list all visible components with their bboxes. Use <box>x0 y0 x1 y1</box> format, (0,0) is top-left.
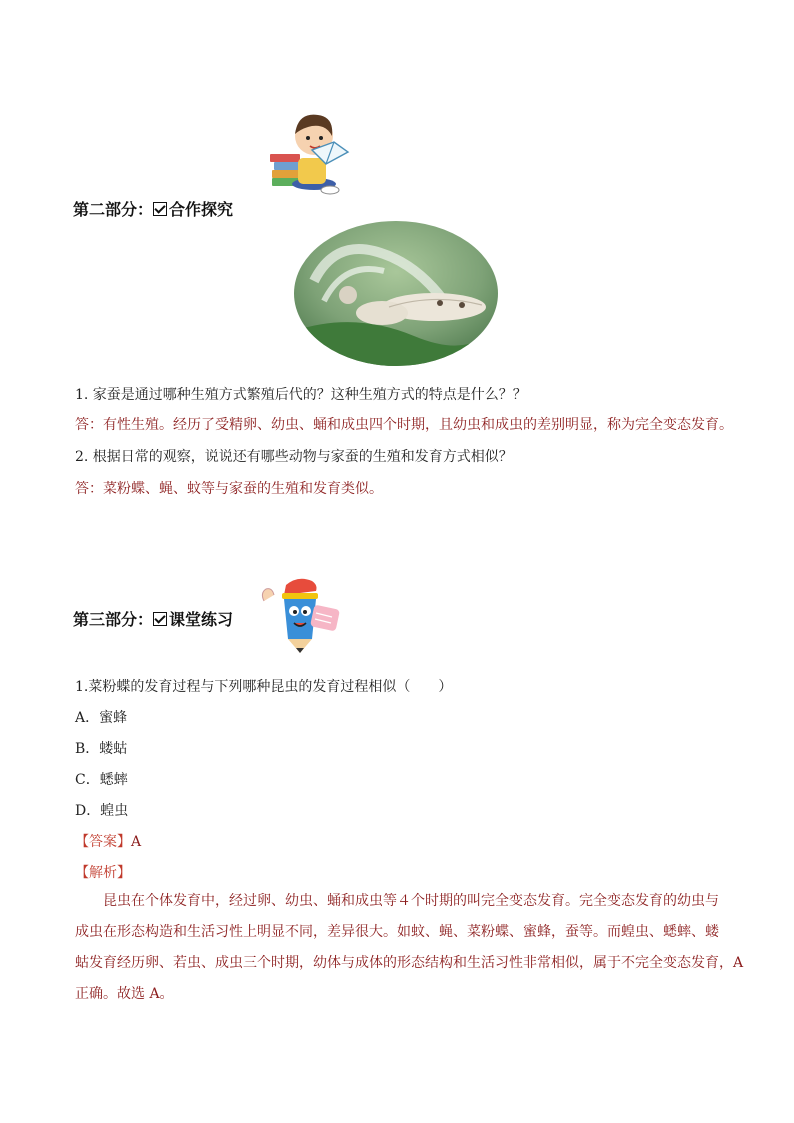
analysis-line: 蛄发育经历卵、若虫、成虫三个时期，幼体与成体的形态结构和生活习性非常相似，属于不完全变态发育，A <box>75 955 744 971</box>
option-c: C．蟋蟀 <box>75 772 128 788</box>
option-d: D．蝗虫 <box>75 803 129 819</box>
answer-row <box>75 831 141 851</box>
section-heading-part2 <box>73 197 233 220</box>
option-b: B．蝼蛄 <box>75 741 128 757</box>
analysis-line: 成虫在形态构造和生活习性上明显不同，差异很大。如蚊、蝇、菜粉蝶、蜜蜂，蚕等。而蝗虫、蟋蟀、蝼 <box>75 924 719 940</box>
exercise-question: 1.菜粉蝶的发育过程与下列哪种昆虫的发育过程相似（ ） <box>75 679 453 695</box>
pencil-mascot-illustration <box>258 573 342 657</box>
heading-title: 合作探究 <box>169 200 234 219</box>
analysis-paragraph <box>75 886 745 1010</box>
section-heading-part3 <box>73 607 233 630</box>
silkworm-photo <box>294 221 498 366</box>
analysis-tag: 【解析】 <box>75 865 131 881</box>
heading-title: 课堂练习 <box>169 610 234 629</box>
answer-value: A <box>131 834 142 850</box>
question-2: 2. 根据日常的观察，说说还有哪些动物与家蚕的生殖和发育方式相似？ <box>75 449 513 465</box>
heading-prefix: 第三部分： <box>73 610 154 629</box>
answer-tag: 【答案】 <box>75 834 131 850</box>
analysis-line: 正确。故选 A。 <box>75 986 174 1002</box>
checkbox-icon <box>153 612 167 626</box>
option-a: A．蜜蜂 <box>75 710 128 726</box>
checkbox-icon <box>153 202 167 216</box>
answer-1: 答：有性生殖。经历了受精卵、幼虫、蛹和成虫四个时期，且幼虫和成虫的差别明显，称为完全变态发育。 <box>75 417 733 433</box>
analysis-line: 昆虫在个体发育中，经过卵、幼虫、蛹和成虫等４个时期的叫完全变态发育。完全变态发育的幼虫与 <box>75 893 719 909</box>
answer-2: 答：菜粉蝶、蝇、蚊等与家蚕的生殖和发育类似。 <box>75 481 383 497</box>
question-1: 1. 家蚕是通过哪种生殖方式繁殖后代的？这种生殖方式的特点是什么？？ <box>75 387 527 403</box>
reading-boy-illustration <box>268 108 352 198</box>
heading-prefix: 第二部分： <box>73 200 154 219</box>
